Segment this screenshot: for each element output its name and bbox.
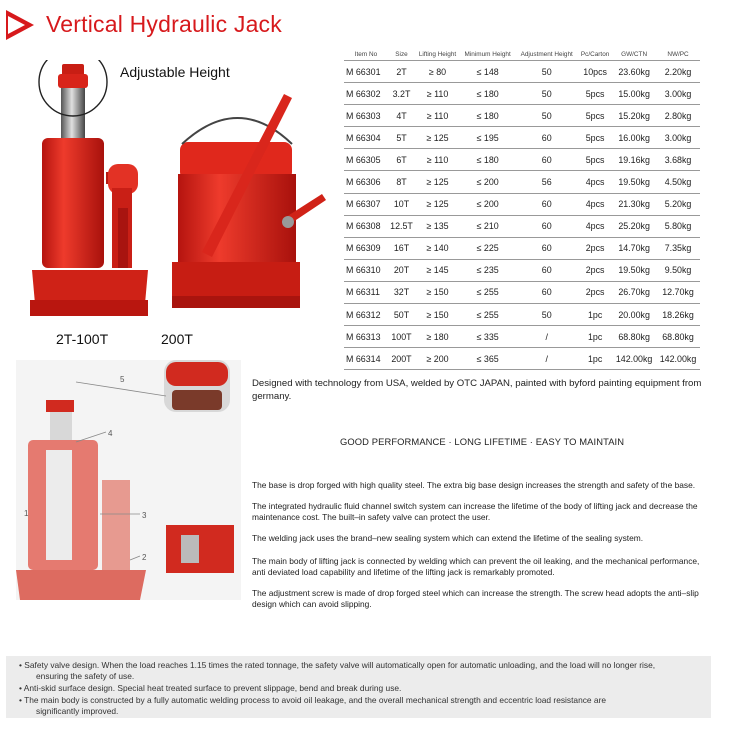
table-cell: ≤ 255 — [460, 281, 515, 303]
table-cell: 50 — [515, 83, 578, 105]
table-cell: ≤ 200 — [460, 193, 515, 215]
table-cell: 23.60kg — [612, 61, 656, 83]
table-row — [344, 171, 700, 193]
table-cell: 4pcs — [578, 171, 612, 193]
table-cell: 2pcs — [578, 281, 612, 303]
table-cell: ≥ 110 — [415, 83, 460, 105]
paragraph-adjustment-screw: The adjustment screw is made of drop forged steel which can increase the strength. The screw head adopts the anti–slip design which can avoid slipping. — [252, 588, 699, 610]
large-jack-label: 200T — [161, 331, 193, 347]
table-cell: ≥ 125 — [415, 193, 460, 215]
table-cell: M 66308 — [344, 215, 388, 237]
table-cell: 26.70kg — [612, 281, 656, 303]
table-cell: 142.00kg — [656, 348, 700, 370]
table-cell: ≤ 365 — [460, 348, 515, 370]
table-cell: ≥ 110 — [415, 105, 460, 127]
paragraph-sealing: The welding jack uses the brand–new sealing system which can extend the lifetime of the sealing system. — [252, 533, 644, 543]
col-nw-pc: NW/PC — [656, 50, 700, 61]
callout-3: 3 — [142, 511, 147, 520]
table-cell: M 66302 — [344, 83, 388, 105]
callout-2: 2 — [142, 553, 147, 562]
table-row — [344, 61, 700, 83]
paragraph-base: The base is drop forged with high quality steel. The extra big base design increases the strength and safety of the base. — [252, 480, 696, 490]
table-cell: ≥ 150 — [415, 304, 460, 326]
table-cell: ≥ 180 — [415, 326, 460, 348]
table-cell: 56 — [515, 171, 578, 193]
table-row — [344, 83, 700, 105]
intro-text: Designed with technology from USA, welded by OTC JAPAN, painted with byford painting equipment from germany. — [252, 378, 702, 402]
table-cell: 60 — [515, 149, 578, 171]
table-row — [344, 105, 700, 127]
table-cell: 19.16kg — [612, 149, 656, 171]
table-cell: 60 — [515, 259, 578, 281]
table-cell: / — [515, 348, 578, 370]
table-row — [344, 237, 700, 259]
table-cell: ≤ 255 — [460, 304, 515, 326]
table-row — [344, 259, 700, 281]
table-cell: ≤ 235 — [460, 259, 515, 281]
table-cell: ≤ 195 — [460, 127, 515, 149]
table-cell: 3.68kg — [656, 149, 700, 171]
table-cell: 50 — [515, 304, 578, 326]
paragraph-hydraulic: The integrated hydraulic fluid channel switch system can increase the lifetime of the body of lifting jack and decrease the maintenance cost. The built–in safety valve can protect the user. — [252, 501, 698, 523]
spec-table-header — [344, 50, 700, 61]
table-cell: 7.35kg — [656, 237, 700, 259]
table-cell: 5pcs — [578, 127, 612, 149]
table-cell: 18.26kg — [656, 304, 700, 326]
table-cell: 5pcs — [578, 149, 612, 171]
large-jack-image — [168, 82, 328, 312]
small-jack-range-label: 2T-100T — [56, 331, 109, 347]
table-cell: ≥ 125 — [415, 127, 460, 149]
table-cell: 4.50kg — [656, 171, 700, 193]
col-item-no: Item No — [344, 50, 388, 61]
table-cell: 10pcs — [578, 61, 612, 83]
table-cell: 2pcs — [578, 237, 612, 259]
table-cell: ≥ 200 — [415, 348, 460, 370]
table-cell: 6T — [388, 149, 415, 171]
adjustable-height-label: Adjustable Height — [120, 64, 230, 80]
table-cell: M 66306 — [344, 171, 388, 193]
table-cell: 25.20kg — [612, 215, 656, 237]
table-cell: 3.00kg — [656, 127, 700, 149]
footer-bullet-safety-valve-cont: ensuring the safety of use. — [36, 671, 135, 681]
table-cell: ≥ 150 — [415, 281, 460, 303]
table-cell: 50 — [515, 105, 578, 127]
table-cell: 60 — [515, 215, 578, 237]
table-cell: ≤ 180 — [460, 83, 515, 105]
table-row — [344, 326, 700, 348]
table-cell: 12.70kg — [656, 281, 700, 303]
callout-4: 4 — [108, 429, 113, 438]
table-cell: 4pcs — [578, 215, 612, 237]
table-row — [344, 304, 700, 326]
performance-slogan: GOOD PERFORMANCE · LONG LIFETIME · EASY TO MAINTAIN — [340, 436, 625, 447]
jack-parts-diagram — [16, 360, 241, 600]
table-cell: M 66304 — [344, 127, 388, 149]
table-cell: 15.00kg — [612, 83, 656, 105]
table-row — [344, 193, 700, 215]
table-cell: ≤ 180 — [460, 149, 515, 171]
table-cell: 5T — [388, 127, 415, 149]
table-cell: M 66314 — [344, 348, 388, 370]
table-cell: M 66311 — [344, 281, 388, 303]
table-row — [344, 215, 700, 237]
table-cell: M 66309 — [344, 237, 388, 259]
table-cell: M 66310 — [344, 259, 388, 281]
table-cell: 3.2T — [388, 83, 415, 105]
footer-bullet-welding-cont: significantly improved. — [36, 706, 119, 716]
table-cell: 32T — [388, 281, 415, 303]
col-lifting-height: Lifting Height — [415, 50, 460, 61]
table-cell: ≤ 225 — [460, 237, 515, 259]
table-cell: 19.50kg — [612, 171, 656, 193]
table-cell: 1pc — [578, 304, 612, 326]
col-minimum-height: Minimum Height — [460, 50, 515, 61]
col-pc-carton: Pc/Carton — [578, 50, 612, 61]
table-cell: ≤ 335 — [460, 326, 515, 348]
table-cell: 50T — [388, 304, 415, 326]
table-cell: 19.50kg — [612, 259, 656, 281]
table-cell: / — [515, 326, 578, 348]
table-cell: 12.5T — [388, 215, 415, 237]
table-cell: 8T — [388, 171, 415, 193]
table-row — [344, 127, 700, 149]
table-cell: ≥ 80 — [415, 61, 460, 83]
table-cell: 9.50kg — [656, 259, 700, 281]
table-cell: 16.00kg — [612, 127, 656, 149]
table-cell: 2pcs — [578, 259, 612, 281]
table-cell: 2T — [388, 61, 415, 83]
table-cell: 20.00kg — [612, 304, 656, 326]
table-cell: M 66313 — [344, 326, 388, 348]
col-gw-ctn: GW/CTN — [612, 50, 656, 61]
table-cell: 16T — [388, 237, 415, 259]
table-row — [344, 281, 700, 303]
table-cell: 142.00kg — [612, 348, 656, 370]
table-cell: 5pcs — [578, 83, 612, 105]
table-cell: M 66305 — [344, 149, 388, 171]
callout-1: 1 — [24, 509, 29, 518]
table-cell: M 66312 — [344, 304, 388, 326]
footer-bullet-welding: • The main body is constructed by a fully automatic welding process to avoid oil leakage, and the overall mechanical strength and eccentric load resistance are — [19, 695, 607, 705]
spec-table-body — [344, 61, 700, 370]
table-cell: ≥ 135 — [415, 215, 460, 237]
table-cell: 4T — [388, 105, 415, 127]
table-cell: 20T — [388, 259, 415, 281]
table-row — [344, 348, 700, 370]
table-cell: ≤ 200 — [460, 171, 515, 193]
table-cell: 200T — [388, 348, 415, 370]
table-cell: ≥ 125 — [415, 171, 460, 193]
table-cell: 100T — [388, 326, 415, 348]
table-cell: 5.80kg — [656, 215, 700, 237]
table-cell: 14.70kg — [612, 237, 656, 259]
paragraph-welding: The main body of lifting jack is connected by welding which can prevent the oil leaking, and the mechanical performance, anti deviated load capability and lifetime of the lifting jack is remarkably promoted. — [252, 556, 700, 578]
table-cell: 15.20kg — [612, 105, 656, 127]
footer-notes — [6, 656, 711, 718]
table-cell: 2.80kg — [656, 105, 700, 127]
table-cell: ≤ 210 — [460, 215, 515, 237]
table-cell: 5pcs — [578, 105, 612, 127]
table-cell: 21.30kg — [612, 193, 656, 215]
table-cell: M 66301 — [344, 61, 388, 83]
table-cell: 5.20kg — [656, 193, 700, 215]
table-cell: 50 — [515, 61, 578, 83]
callout-5: 5 — [120, 375, 125, 384]
footer-bullet-anti-skid: • Anti-skid surface design. Special heat treated surface to prevent slippage, bend and break during use. — [19, 683, 402, 693]
table-cell: 60 — [515, 237, 578, 259]
table-cell: 2.20kg — [656, 61, 700, 83]
table-cell: ≤ 180 — [460, 105, 515, 127]
table-cell: 10T — [388, 193, 415, 215]
table-cell: ≥ 140 — [415, 237, 460, 259]
spec-table — [344, 50, 700, 370]
table-cell: 68.80kg — [656, 326, 700, 348]
table-cell: M 66307 — [344, 193, 388, 215]
table-cell: ≤ 148 — [460, 61, 515, 83]
table-cell: 1pc — [578, 326, 612, 348]
table-cell: 68.80kg — [612, 326, 656, 348]
table-cell: M 66303 — [344, 105, 388, 127]
table-cell: ≥ 145 — [415, 259, 460, 281]
table-cell: 60 — [515, 281, 578, 303]
table-cell: 3.00kg — [656, 83, 700, 105]
page-title: Vertical Hydraulic Jack — [46, 11, 282, 37]
table-cell: 1pc — [578, 348, 612, 370]
table-cell: 60 — [515, 127, 578, 149]
col-size: Size — [388, 50, 415, 61]
table-cell: 4pcs — [578, 193, 612, 215]
table-cell: 60 — [515, 193, 578, 215]
table-cell: ≥ 110 — [415, 149, 460, 171]
col-adjustment-height: Adjustment Height — [515, 50, 578, 61]
title-banner — [6, 8, 336, 42]
bottle-jack-image — [28, 60, 153, 322]
table-row — [344, 149, 700, 171]
footer-bullet-safety-valve: • Safety valve design. When the load reaches 1.15 times the rated tonnage, the safety valve will automatically open for automatic unloading, and the load will no longer rise, — [19, 660, 656, 670]
